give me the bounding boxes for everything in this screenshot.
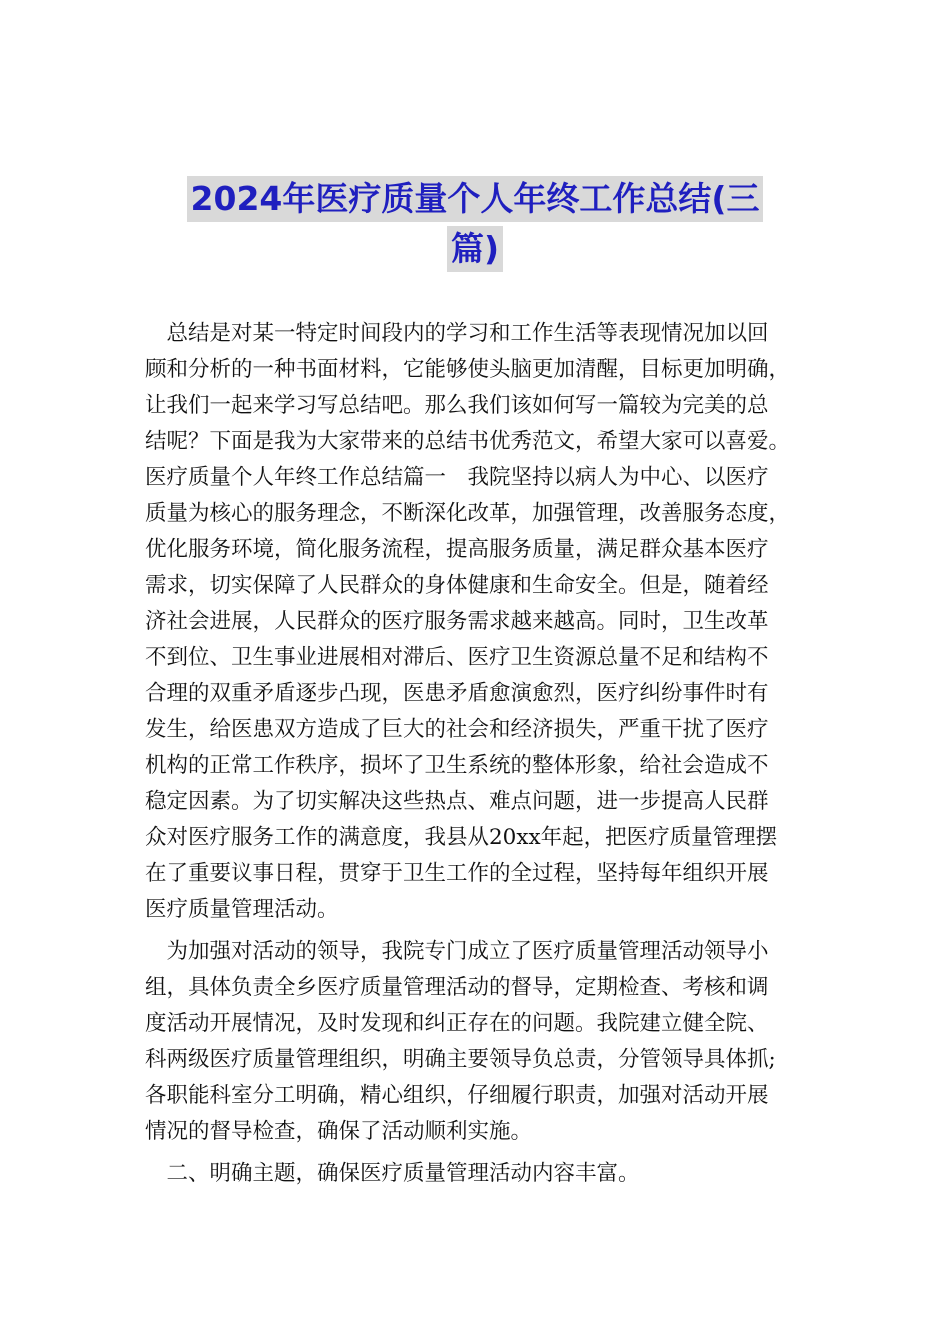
body-line: 结呢？下面是我为大家带来的总结书优秀范文，希望大家可以喜爱。 [145,429,791,454]
body-line: 情况的督导检查，确保了活动顺利实施。 [145,1119,533,1144]
title-line-2: 篇) [447,226,503,272]
body-line: 医疗质量个人年终工作总结篇一 我院坚持以病人为中心、以医疗 [145,465,769,490]
body-line: 为加强对活动的领导，我院专门成立了医疗质量管理活动领导小 [145,939,769,964]
body-line: 合理的双重矛盾逐步凸现，医患矛盾愈演愈烈，医疗纠纷事件时有 [145,681,769,706]
body-line: 让我们一起来学习写总结吧。那么我们该如何写一篇较为完美的总 [145,393,769,418]
document-title [150,176,800,272]
body-line: 众对医疗服务工作的满意度，我县从20xx年起，把医疗质量管理摆 [145,825,778,850]
body-line: 医疗质量管理活动。 [145,897,339,922]
body-line: 稳定因素。为了切实解决这些热点、难点问题，进一步提高人民群 [145,789,769,814]
body-line: 优化服务环境，简化服务流程，提高服务质量，满足群众基本医疗 [145,537,769,562]
body-line: 总结是对某一特定时间段内的学习和工作生活等表现情况加以回 [145,321,769,346]
body-line: 在了重要议事日程，贯穿于卫生工作的全过程，坚持每年组织开展 [145,861,769,886]
body-line: 济社会进展，人民群众的医疗服务需求越来越高。同时，卫生改革 [145,609,769,634]
document-body [145,316,825,1192]
body-line: 组，具体负责全乡医疗质量管理活动的督导，定期检查、考核和调 [145,975,769,1000]
body-line: 不到位、卫生事业进展相对滞后、医疗卫生资源总量不足和结构不 [145,645,769,670]
body-line: 二、明确主题，确保医疗质量管理活动内容丰富。 [145,1161,640,1186]
body-line: 度活动开展情况，及时发现和纠正存在的问题。我院建立健全院、 [145,1011,769,1036]
body-line: 质量为核心的服务理念，不断深化改革，加强管理，改善服务态度， [145,501,791,526]
body-line: 需求，切实保障了人民群众的身体健康和生命安全。但是，随着经 [145,573,769,598]
title-line-1: 2024年医疗质量个人年终工作总结(三 [187,176,764,222]
body-line: 机构的正常工作秩序，损坏了卫生系统的整体形象，给社会造成不 [145,753,769,778]
body-line: 顾和分析的一种书面材料，它能够使头脑更加清醒，目标更加明确， [145,357,791,382]
body-line: 科两级医疗质量管理组织，明确主要领导负总责，分管领导具体抓; [145,1047,776,1072]
body-line: 发生，给医患双方造成了巨大的社会和经济损失，严重干扰了医疗 [145,717,769,742]
body-line: 各职能科室分工明确，精心组织，仔细履行职责，加强对活动开展 [145,1083,769,1108]
